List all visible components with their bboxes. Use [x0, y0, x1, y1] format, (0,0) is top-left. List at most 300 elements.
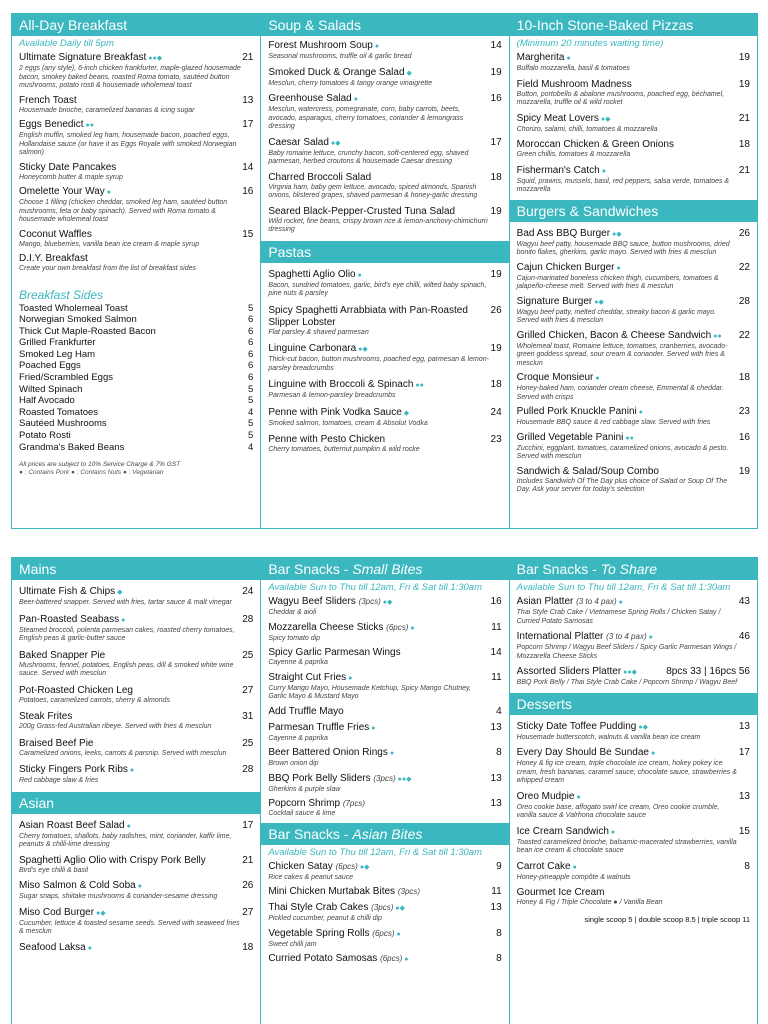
menu-item-description: Sugar snaps, shiitake mushrooms & coriander-sesame dressing — [19, 893, 218, 900]
menu-item-description: Mango, blueberries, vanilla bean ice cream & maple syrup — [19, 240, 200, 248]
menu-item-price: 17 — [242, 819, 254, 831]
menu-item — [261, 798, 508, 819]
section-header-mains: Mains — [12, 558, 260, 580]
menu-item-price: 13 — [490, 772, 502, 784]
menu-item-name: Ultimate Fish & Chips ◆ — [19, 586, 123, 597]
breakfast-side-row — [12, 360, 260, 372]
menu-item-description: Cucumber, lettuce & toasted sesame seeds. Served with seaweed fries & mesclun — [19, 919, 240, 935]
menu-item-name: Chicken Satay (6pcs) ●◆ — [268, 860, 370, 872]
dietary-icons: ● — [638, 409, 643, 416]
soup-pasta-column — [260, 14, 508, 528]
dietary-icons: ●◆ — [600, 115, 611, 123]
menu-item-price: 16 — [490, 596, 502, 607]
side-price: 6 — [248, 314, 254, 326]
menu-item — [261, 647, 508, 668]
dietary-icons: ●◆ — [358, 346, 368, 353]
menu-item-quantity: (7pcs) — [342, 799, 366, 808]
breakfast-side-row — [12, 384, 260, 396]
menu-item-price: 31 — [242, 711, 254, 722]
menu-item-price: 8 — [496, 927, 502, 939]
menu-item — [261, 622, 508, 644]
menu-item-description: Wholemeal toast, Romaine lettuce, tomatoes, cranberries, avocado-green goddess spread, sour cream & coriander. Served with fries & mesclun — [516, 342, 728, 367]
menu-item-name: Miso Cod Burger ●◆ — [19, 906, 106, 918]
menu-item-description: Create your own breakfast from the list of breakfast sides — [19, 265, 197, 272]
menu-item-name: Moroccan Chicken & Green Onions — [516, 139, 674, 150]
menu-item-description: Mushrooms, fennel, potatoes, English peas, dill & smoked white wine sauce. Served with mesclun — [19, 661, 234, 677]
menu-item-name: Cajun Chicken Burger ● — [516, 261, 621, 273]
menu-item-name: Greenhouse Salad ● — [268, 93, 358, 104]
menu-item-name: Sticky Date Toffee Pudding ●◆ — [516, 720, 648, 732]
menu-item-quantity: (3pcs) — [397, 887, 421, 896]
menu-item-price: 8pcs 33 | 16pcs 56 — [666, 666, 750, 677]
dietary-icons: ● — [616, 264, 621, 272]
menu-item-price: 28 — [242, 613, 254, 625]
menu-item-name: Sticky Date Pancakes — [19, 161, 117, 173]
breakfast-sides-title: Breakfast Sides — [19, 287, 104, 302]
dietary-icons: ●●◆ — [148, 55, 163, 62]
menu-item — [12, 253, 260, 274]
dietary-icons: ● — [137, 883, 142, 890]
menu-item-quantity: (6pcs) — [372, 928, 395, 938]
menu-item-quantity: (6pcs) — [386, 622, 409, 632]
menu-item-name: Sticky Fingers Pork Ribs ● — [19, 764, 135, 775]
dietary-icons: ● — [357, 271, 362, 279]
menu-item-name: Popcorn Shrimp (7pcs) — [268, 798, 366, 809]
dietary-icons: ●◆ — [395, 905, 406, 912]
menu-item-name: Bad Ass BBQ Burger ●◆ — [516, 227, 622, 239]
menu-item-name: French Toast — [19, 94, 77, 106]
dietary-icons: ●◆ — [382, 599, 393, 606]
menu-item-description: Smoked salmon, tomatoes, cream & Absolut Vodka — [268, 419, 428, 427]
menu-item-description: Chorizo, salami, chilli, tomatoes & mozzarella — [516, 125, 658, 133]
menu-item-description: Cayenne & paprika — [268, 734, 328, 742]
menu-item — [510, 861, 757, 883]
side-price: 5 — [248, 383, 254, 395]
menu-item-price: 16 — [738, 431, 750, 443]
menu-item — [261, 407, 508, 429]
menu-item-price: 15 — [738, 825, 750, 837]
menu-item-price: 23 — [490, 434, 502, 445]
dietary-icons: ●●◆ — [623, 669, 637, 676]
section-header-asian-bites: Bar Snacks - Asian Bites — [261, 823, 508, 845]
menu-item-description: Honeycomb butter & maple syrup — [19, 173, 123, 181]
menu-item-description: Cherry tomatoes, shallots, baby radishes, mint, coriander, kaffir lime, peanuts & chilli-lime dressing — [19, 832, 232, 848]
menu-item — [510, 721, 757, 743]
menu-item-name: Omelette Your Way ● — [19, 186, 112, 197]
menu-item-price: 43 — [738, 596, 750, 607]
menu-item — [510, 296, 757, 326]
menu-item-name: Forest Mushroom Soup ● — [268, 40, 380, 51]
menu-item-price: 26 — [490, 304, 502, 316]
menu-item-price: 13 — [738, 790, 750, 802]
dietary-icons: ● — [389, 750, 395, 757]
menu-item-description: Gherkins & purple slaw — [268, 785, 341, 793]
menu-item — [12, 685, 260, 706]
menu-item-description: Includes Sandwich Of The Day plus choice of Salad or Soup Of The Day. Ask your server for today's selection — [516, 477, 728, 493]
menu-item-price: 25 — [242, 737, 254, 749]
dietary-icons: ● — [601, 167, 606, 175]
section-header-desserts: Desserts — [510, 693, 757, 715]
section-header-soup-salads: Soup & Salads — [261, 14, 508, 36]
menu-item-price: 13 — [490, 902, 502, 913]
dietary-icons: ● — [353, 96, 358, 103]
menu-item-price: 13 — [242, 94, 254, 106]
menu-item-name: Spicy Spaghetti Arrabbiata with Pan-Roasted Slipper Lobster — [268, 304, 468, 328]
menu-item-name: Ultimate Signature Breakfast ●●◆ — [19, 52, 163, 63]
menu-item-name: Smoked Duck & Orange Salad ◆ — [268, 66, 412, 78]
menu-item-price: 13 — [490, 721, 502, 733]
menu-item-quantity: (6pcs) — [380, 954, 403, 963]
breakfast-side-row — [12, 418, 260, 430]
menu-item — [510, 165, 757, 195]
menu-item-name: International Platter (3 to 4 pax) ● — [516, 631, 653, 642]
side-name: Fried/Scrambled Eggs — [19, 372, 113, 384]
menu-item-price: 16 — [242, 186, 254, 197]
menu-item — [510, 596, 757, 626]
menu-item-quantity: (3 to 4 pax) — [606, 632, 647, 641]
section-header-asian: Asian — [12, 792, 260, 814]
dietary-icons: ● — [618, 599, 623, 606]
menu-item-price: 19 — [490, 205, 502, 217]
section-header-breakfast: All-Day Breakfast — [12, 14, 260, 36]
menu-item-description: Potatoes, caramelized carrots, sherry & almonds — [19, 696, 170, 704]
menu-item — [510, 406, 757, 428]
side-name: Thick Cut Maple-Roasted Bacon — [19, 325, 156, 337]
dietary-icons: ● — [129, 767, 135, 774]
menu-item-price: 14 — [242, 161, 254, 173]
menu-item-name: Steak Frites — [19, 711, 73, 722]
menu-item — [261, 953, 508, 966]
menu-item-name: Ice Cream Sandwich ● — [516, 825, 616, 837]
menu-item-name: Pulled Pork Knuckle Panini ● — [516, 406, 643, 417]
menu-item-price: 19 — [738, 52, 750, 63]
dietary-icons: ● — [566, 55, 571, 62]
menu-item-description: Wagyu beef patty, housemade BBQ sauce, button mushrooms, dried bonito flakes, gherkins, garlic mayo. Served with fries & mesclun — [516, 240, 730, 256]
menu-item-price: 13 — [738, 720, 750, 732]
breakfast-side-row — [12, 326, 260, 338]
menu-item-description: Cayenne & paprika — [268, 659, 328, 666]
menu-item-price: 11 — [491, 671, 502, 683]
menu-item — [12, 942, 260, 955]
menu-item-name: Gourmet Ice Cream — [516, 887, 605, 898]
menu-item-price: 17 — [490, 136, 502, 148]
menu-item-name: Braised Beef Pie — [19, 737, 94, 749]
section-header-to-share: Bar Snacks - To Share — [510, 558, 757, 580]
side-price: 6 — [248, 348, 254, 360]
menu-item — [510, 466, 757, 495]
dietary-icons: ● — [396, 930, 401, 938]
menu-item-price: 25 — [242, 649, 254, 661]
menu-item-name: Baked Snapper Pie — [19, 649, 106, 661]
dietary-legend: ● : Contains Pork ● : Contains Nuts ● : Vegetarian — [19, 469, 164, 477]
menu-item-description: Thai Style Crab Cake / Vietnamese Spring Rolls / Chicken Satay / Curried Potato Samosas — [516, 609, 721, 625]
side-name: Poached Eggs — [19, 360, 81, 372]
menu-item — [261, 206, 508, 235]
menu-item-name: Spaghetti Aglio Olio ● — [268, 268, 362, 280]
menu-item-name: Asian Roast Beef Salad ● — [19, 819, 131, 831]
menu-item-price: 19 — [738, 78, 750, 90]
menu-item-name: Margherita ● — [516, 52, 571, 63]
side-price: 6 — [248, 337, 254, 349]
menu-item-description: Housemade butterscotch, walnuts & vanilla bean ice cream — [516, 733, 701, 741]
menu-item — [12, 711, 260, 732]
menu-item — [261, 93, 508, 132]
menu-item-description: Cherry tomatoes, butternut pumpkin & wild rocke — [268, 446, 420, 453]
menu-item-name: Linguine Carbonara ●◆ — [268, 343, 368, 354]
menu-item-description: Button, portobello & abalone mushrooms, poached egg, béchamel, mozzarella, truffle oil & wild rocket — [516, 90, 725, 106]
breakfast-side-row — [12, 407, 260, 419]
menu-item-name: D.I.Y. Breakfast — [19, 253, 88, 264]
menu-item-price: 14 — [490, 647, 502, 658]
menu-item-price: 22 — [738, 261, 750, 273]
menu-item — [510, 631, 757, 661]
menu-item-description: Baby romaine lettuce, crunchy bacon, soft-centered egg, shaved parmesan, herbed croutons & housemade Caesar dressing — [268, 149, 469, 165]
dietary-icons: ● — [572, 863, 577, 871]
menu-item-name: Penne with Pesto Chicken — [268, 434, 386, 445]
menu-item-description: Thick-cut bacon, button mushrooms, poached egg, parmesan & lemon-parsley breadcrumbs — [268, 356, 489, 372]
dietary-icons: ●● — [713, 332, 722, 340]
menu-item-description: Bird's eye chilli & basil — [19, 866, 89, 874]
menu-item-description: Green chillis, tomatoes & mozzarella — [516, 151, 631, 158]
menu-item-name: Vegetable Spring Rolls (6pcs) ● — [268, 927, 401, 939]
breakfast-side-row — [12, 314, 260, 326]
menu-item-description: Choose 1 filling (chicken cheddar, smoked leg ham, sautéed button mushrooms, feta or baby spinach). Served with Roma tomato & housemade wholemeal toast — [19, 199, 228, 223]
menu-item-description: Bacon, sundried tomatoes, garlic, bird's eye chilli, wilted baby spinach, pine nuts & parsley — [268, 281, 487, 297]
menu-item — [261, 137, 508, 167]
menu-item-name: Carrot Cake ● — [516, 860, 577, 872]
menu-item-price: 18 — [738, 139, 750, 150]
dietary-icons: ◆ — [403, 409, 410, 417]
menu-item-price: 24 — [242, 586, 254, 597]
to-share-availability: Available Sun to Thu till 12am, Fri & Sat till 1:30am — [516, 582, 731, 593]
menu-item-name: Spaghetti Aglio Olio with Crispy Pork Belly — [19, 854, 206, 866]
side-name: Sautéed Mushrooms — [19, 418, 107, 430]
menu-item — [510, 228, 757, 258]
menu-item — [510, 113, 757, 135]
menu-item-price: 26 — [242, 880, 254, 891]
menu-item — [12, 614, 260, 644]
menu-item — [510, 826, 757, 856]
menu-item-name: Miso Salmon & Cold Soba ● — [19, 880, 142, 891]
menu-item-name: Signature Burger ●◆ — [516, 295, 604, 307]
side-name: Grilled Frankfurter — [19, 337, 96, 349]
dietary-icons: ●◆ — [330, 139, 341, 147]
menu-item — [12, 764, 260, 786]
menu-item-price: 11 — [491, 621, 502, 633]
menu-item — [12, 907, 260, 937]
dietary-icons: ● — [87, 944, 92, 952]
menu-item-price: 23 — [738, 406, 750, 417]
dietary-icons: ● — [106, 189, 112, 196]
menu-item-price: 19 — [490, 268, 502, 280]
menu-item — [12, 162, 260, 183]
pizza-burger-column — [509, 14, 757, 528]
menu-item-description: 2 eggs (any style), 6-inch chicken frankfurter, maple-glazed housemade bacon, smokey baked beans, roasted Roma tomato, sautéed button mushrooms, potato rosti & housemade wholemeal toast — [19, 65, 241, 89]
menu-item-description: Honey & Fig / Triple Chocolate ● / Vanilla Bean — [516, 899, 663, 906]
side-name: Potato Rosti — [19, 430, 71, 442]
side-price: 5 — [248, 430, 254, 442]
menu-item-description: Honey-baked ham, coriander cream cheese, Emmental & cheddar. Served with crisps — [516, 385, 724, 401]
menu-item-description: BBQ Pork Belly / Thai Style Crab Cake / Popcorn Shrimp / Wagyu Beef — [516, 679, 738, 686]
menu-item-name: Add Truffle Mayo — [268, 705, 344, 717]
menu-item-name: Pot-Roasted Chicken Leg — [19, 684, 133, 696]
menu-item-description: Squid, prawns, mussels, basil, red peppers, salsa verde, tomatoes & mozzarella — [516, 177, 730, 193]
menu-item-name: Asian Platter (3 to 4 pax) ● — [516, 596, 623, 607]
menu-item — [261, 40, 508, 62]
menu-item-description: Flat parsley & shaved parmesan — [268, 328, 369, 336]
menu-item-name: Straight Cut Fries ● — [268, 671, 353, 683]
menu-item-price: 18 — [738, 372, 750, 383]
menu-item-price: 21 — [738, 164, 750, 176]
menu-item-price: 13 — [490, 798, 502, 809]
menu-item — [12, 880, 260, 902]
menu-item — [12, 738, 260, 759]
menu-item-description: Virginia ham, baby gem lettuce, avocado, spiced almonds, Spanish onions, blistered grapes, shaved parmesan & honey-garlic dressing — [268, 183, 478, 199]
section-header-burgers: Burgers & Sandwiches — [510, 200, 757, 222]
dietary-icons: ● — [648, 634, 653, 641]
menu-item-description: Wild rocket, fine beans, crispy brown rice & lemon-anchovy-chimichurri dressing — [268, 217, 488, 233]
menu-item — [261, 305, 508, 338]
menu-item-name: Spicy Garlic Parmesan Wings — [268, 647, 401, 658]
menu-item — [510, 666, 757, 688]
menu-item — [261, 379, 508, 401]
menu-item — [261, 722, 508, 744]
side-name: Toasted Wholemeal Toast — [19, 302, 128, 314]
menu-item-name: Eggs Benedict ●● — [19, 119, 94, 130]
menu-item-quantity: (3 to 4 pax) — [576, 597, 617, 606]
menu-item-price: 19 — [490, 343, 502, 354]
menu-item — [510, 330, 757, 369]
dietary-icons: ● — [404, 956, 409, 963]
menu-item — [12, 229, 260, 250]
menu-item — [261, 269, 508, 299]
menu-item-description: Housemade BBQ sauce & red cabbage slaw. Served with fries — [516, 419, 711, 426]
share-dessert-column — [509, 558, 757, 1024]
menu-item-name: Croque Monsieur ● — [516, 372, 600, 383]
menu-item — [12, 119, 260, 158]
side-name: Roasted Tomatoes — [19, 406, 99, 418]
menu-item — [510, 52, 757, 74]
menu-item-price: 21 — [738, 112, 750, 124]
menu-item-description: Red cabbage slaw & fries — [19, 777, 99, 784]
bar-snacks-column — [260, 558, 508, 1024]
menu-item-description: Sweet chilli jam — [268, 940, 317, 948]
menu-item-description: Buffalo mozzarella, basil & tomatoes — [516, 65, 630, 72]
menu-item-name: Coconut Waffles — [19, 228, 92, 240]
menu-item-name: Thai Style Crab Cakes (3pcs) ●◆ — [268, 902, 406, 913]
dietary-icons: ●●◆ — [397, 775, 412, 783]
side-price: 6 — [248, 372, 254, 384]
menu-item-description: 200g Grass-fed Australian ribeye. Served with fries & mesclun — [19, 723, 212, 730]
asian-bites-availability: Available Sun to Thu till 12am, Fri & Sat till 1:30am — [268, 846, 483, 858]
menu-item-description: Honey-pineapple compôte & walnuts — [516, 873, 631, 881]
side-name: Smoked Leg Ham — [19, 348, 96, 360]
menu-item-quantity: (3pcs) — [373, 773, 396, 783]
menu-item — [12, 855, 260, 876]
menu-item-name: Charred Broccoli Salad — [268, 171, 372, 183]
menu-item — [261, 747, 508, 769]
menu-item — [261, 672, 508, 702]
menu-item-price: 18 — [490, 379, 502, 390]
menu-item-price: 18 — [242, 941, 254, 953]
menu-item-description: Curry Mango Mayo, Housemade Ketchup, Spicy Mango Chutney, Garlic Mayo & Mustard Mayo — [268, 684, 471, 700]
menu-item — [510, 262, 757, 292]
dietary-icons: ◆ — [117, 589, 123, 596]
breakfast-column — [12, 14, 260, 528]
dietary-icons: ● — [610, 828, 616, 836]
dietary-icons: ● — [126, 822, 131, 830]
dietary-icons: ●● — [415, 382, 424, 389]
menu-item — [510, 79, 757, 108]
menu-item-description: Housemade brioche, caramelized bananas & icing sugar — [19, 106, 195, 114]
menu-item — [510, 139, 757, 160]
side-name: Half Avocado — [19, 395, 75, 407]
menu-item-name: Wagyu Beef Sliders (3pcs) ●◆ — [268, 596, 393, 607]
side-price: 6 — [248, 325, 254, 337]
small-bites-availability: Available Sun to Thu till 12am, Fri & Sat till 1:30am — [268, 582, 483, 593]
menu-item-name: Mozzarella Cheese Sticks (6pcs) ● — [268, 621, 415, 633]
mains-asian-column — [12, 558, 260, 1024]
menu-item-description: Pickled cucumber, peanut & chilli dip — [268, 915, 382, 922]
menu-item-price: 27 — [242, 906, 254, 918]
dietary-icons: ●◆ — [594, 298, 604, 306]
menu-item-name: Oreo Mudpie ● — [516, 790, 581, 802]
menu-item-price: 21 — [242, 854, 254, 866]
breakfast-side-row — [12, 303, 260, 315]
menu-item — [510, 747, 757, 786]
menu-item-name: Field Mushroom Madness — [516, 78, 632, 90]
menu-item — [261, 886, 508, 898]
menu-item-price: 18 — [490, 171, 502, 183]
menu-item-description: Oreo cookie base, affogato swirl ice cream, Oreo cookie crumble, vanilla sauce & Valrhona chocolate sauce — [516, 803, 720, 819]
side-name: Norwegian Smoked Salmon — [19, 314, 137, 326]
menu-item-price: 9 — [496, 860, 502, 872]
side-price: 4 — [248, 406, 254, 418]
menu-item-description: Wagyu beef patty, melted cheddar, streaky bacon & garlic mayo. Served with fries & mesclun — [516, 308, 717, 324]
breakfast-side-row — [12, 395, 260, 407]
menu-item — [12, 186, 260, 225]
dietary-icons: ●◆ — [359, 863, 370, 871]
menu-item-price: 17 — [738, 747, 750, 758]
menu-item-description: Spicy tomato dip — [268, 634, 321, 642]
menu-item-name: Curried Potato Samosas (6pcs) ● — [268, 953, 409, 964]
menu-item-description: Rice cakes & peanut sauce — [268, 873, 354, 881]
menu-item-name: Mini Chicken Murtabak Bites (3pcs) — [268, 886, 421, 897]
dietary-icons: ◆ — [406, 69, 412, 77]
menu-item — [261, 861, 508, 883]
dietary-icons: ● — [576, 793, 581, 801]
dietary-icons: ●● — [85, 122, 94, 129]
menu-item-description: Zucchini, eggplant, tomatoes, caramelized onions, avocado & pesto. Served with mesclun — [516, 444, 729, 460]
menu-item — [510, 791, 757, 821]
breakfast-side-row — [12, 430, 260, 442]
menu-item-price: 14 — [490, 40, 502, 51]
menu-item-price: 21 — [242, 52, 254, 63]
side-price: 4 — [248, 441, 254, 453]
menu-item-name: Beer Battered Onion Rings ● — [268, 747, 395, 758]
menu-item-description: Honey & fig ice cream, triple chocolate ice cream, hokey pokey ice cream, fresh bananas, caramel sauce, chocolate sauce, strawberries & whipped cream — [516, 760, 737, 784]
menu-item-price: 4 — [496, 705, 502, 717]
menu-item-description: Steamed broccoli, polenta parmesan cakes, roasted cherry tomatoes, English peas & garlic-butter sauce — [19, 626, 235, 642]
menu-item — [261, 773, 508, 795]
menu-item-description: Cocktail sauce & lime — [268, 810, 336, 817]
menu-page-bottom — [11, 557, 758, 1024]
menu-item — [261, 928, 508, 950]
ice-cream-scoop-prices: single scoop 5 | double scoop 8.5 | triple scoop 11 — [584, 914, 750, 924]
menu-item-name: Assorted Sliders Platter ●●◆ — [516, 666, 637, 677]
menu-item — [261, 67, 508, 89]
menu-item-description: Popcorn Shrimp / Wagyu Beef Sliders / Spicy Garlic Parmesan Wings / Mozzarella Cheese Sticks — [516, 644, 737, 660]
